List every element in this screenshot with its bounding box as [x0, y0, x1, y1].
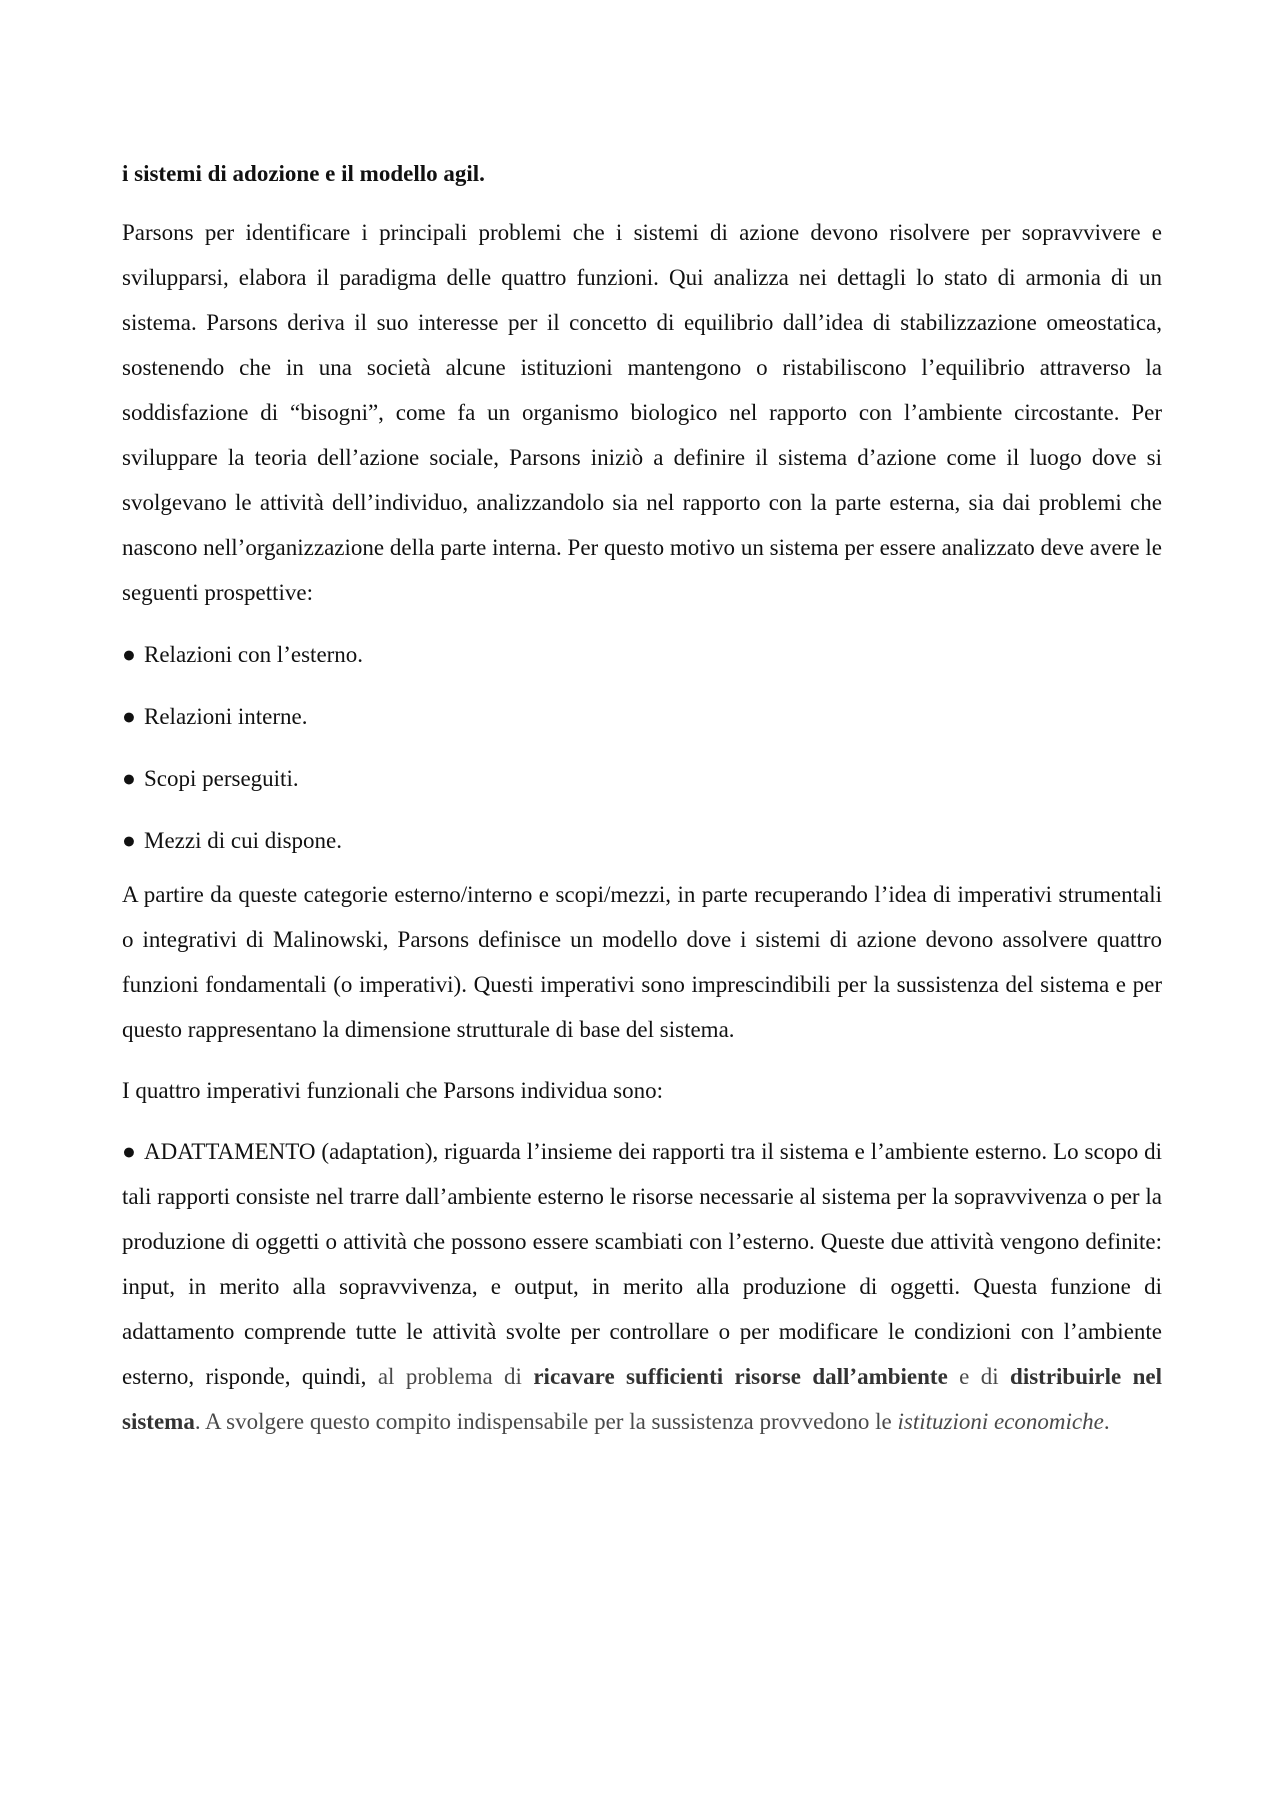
adattamento-italic-text: istituzioni economiche	[897, 1409, 1104, 1434]
adattamento-grey-text-2: e di	[947, 1364, 1011, 1389]
bullet-icon: ●	[122, 766, 136, 791]
bullet-icon: ●	[122, 828, 136, 853]
intro-paragraph: Parsons per identificare i principali problemi che i sistemi di azione devono risolvere per sopravvivere e svilupparsi, elabora il paradigma delle quattro funzioni. Qui analizza nei dettagli lo stato di armonia di un sistema. Parsons deriva il suo interesse per il concetto di equilibrio dall’idea di stabilizzazione omeostatica, sostenendo che in una società alcune istituzioni mantengono o ristabiliscono l’equilibrio attraverso la soddisfazione di “bisogni”, come fa un organismo biologico nel rapporto con l’ambiente circostante. Per sviluppare la teoria dell’azione sociale, Parsons iniziò a definire il sistema d’azione come il luogo dove si svolgevano le attività dell’individuo, analizzandolo sia nel rapporto con la parte esterna, sia dai problemi che nascono nell’organizzazione della parte interna. Per questo motivo un sistema per essere analizzato deve avere le seguenti prospettive:	[122, 220, 1162, 605]
adattamento-bold-text-1: ricavare sufficienti risorse dall’ambiente	[533, 1364, 948, 1389]
adattamento-bold-text-2: distribuirle nel sistema	[122, 1364, 1162, 1434]
list-item	[122, 763, 1162, 794]
list-item-text: Mezzi di cui dispone.	[144, 828, 343, 853]
document-body	[122, 158, 1162, 1460]
bullet-icon: ●	[122, 1139, 136, 1164]
adattamento-grey-text-1: al problema di	[366, 1364, 534, 1389]
list-item-text: Relazioni con l’esterno.	[144, 642, 364, 667]
list-item-text: Relazioni interne.	[144, 704, 308, 729]
categories-paragraph: A partire da queste categorie esterno/interno e scopi/mezzi, in parte recuperando l’idea di imperativi strumentali o integrativi di Malinowski, Parsons definisce un modello dove i sistemi di azione devono assolvere quattro funzioni fondamentali (o imperativi). Questi imperativi sono imprescindibili per la sussistenza del sistema e per questo rappresentano la dimensione strutturale di base del sistema.	[122, 882, 1162, 1042]
list-item	[122, 639, 1162, 670]
list-item	[122, 825, 1162, 856]
adattamento-grey-text-4: .	[1103, 1409, 1110, 1434]
list-item	[122, 701, 1162, 732]
bullet-icon: ●	[122, 704, 136, 729]
adattamento-grey-text-3: . A svolgere questo compito indispensabile per la sussistenza provvedono le	[194, 1409, 898, 1434]
adattamento-text: ADATTAMENTO (adaptation), riguarda l’insieme dei rapporti tra il sistema e l’ambiente esterno. Lo scopo di tali rapporti consiste nel trarre dall’ambiente esterno le risorse necessarie al sistema per la sopravvivenza o per la produzione di oggetti o attività che possono essere scambiati con l’esterno. Queste due attività vengono definite: input, in merito alla sopravvivenza, e output, in merito alla produzione di oggetti. Questa funzione di adattamento comprende tutte le attività svolte per controllare o per modificare le condizioni con l’ambiente esterno, risponde, quindi,	[122, 1139, 1162, 1389]
adattamento-paragraph	[122, 1129, 1162, 1444]
document-title: i sistemi di adozione e il modello agil.	[122, 161, 485, 186]
bullet-icon: ●	[122, 642, 136, 667]
imperatives-intro-paragraph: I quattro imperativi funzionali che Parsons individua sono:	[122, 1078, 664, 1103]
list-item-text: Scopi perseguiti.	[144, 766, 299, 791]
perspectives-list	[122, 639, 1162, 856]
